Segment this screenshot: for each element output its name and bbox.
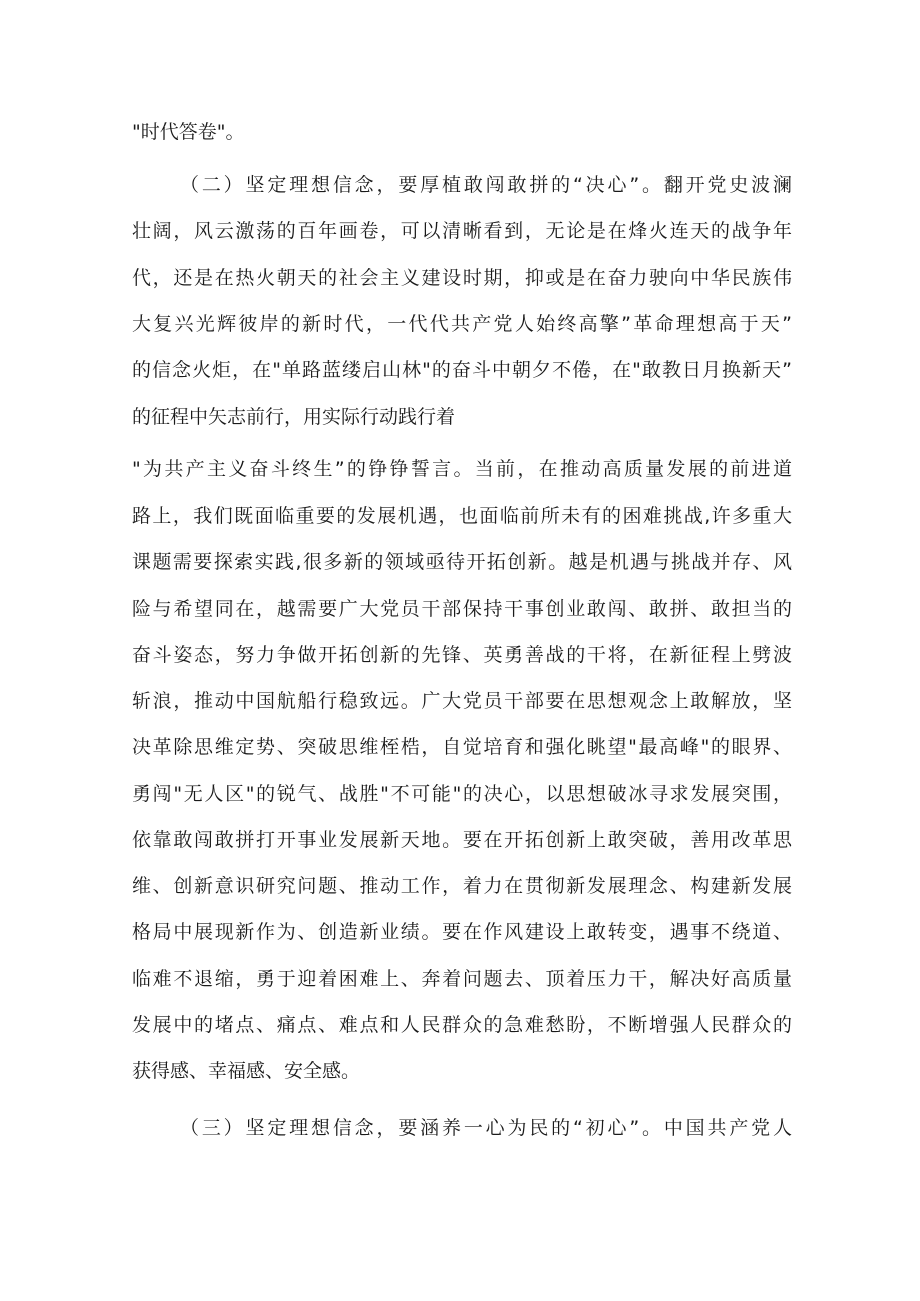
text-line-22: （三）坚定理想信念，要涵养一心为民的“初心”。中国共产党人 <box>180 1117 792 1139</box>
text-line-9: 路上，我们既面临重要的发展机遇，也面临前所未有的困难挑战,许多重大 <box>132 505 792 527</box>
text-line-14: 决革除思维定势、突破思维桎梏，自觉培育和强化眺望"最高峰"的眼界、 <box>132 736 792 758</box>
text-line-21: 获得感、幸福感、安全感。 <box>132 1060 361 1082</box>
text-line-16: 依靠敢闯敢拼打开事业发展新天地。要在开拓创新上敢突破，善用改革思 <box>132 829 792 851</box>
text-line-3: 壮阔，风云激荡的百年画卷，可以清晰看到，无论是在烽火连天的战争年 <box>132 220 792 242</box>
text-line-4: 代，还是在热火朝天的社会主义建设时期，抑或是在奋力驶向中华民族伟 <box>132 267 792 289</box>
text-line-19: 临难不退缩，勇于迎着困难上、奔着问题去、顶着压力干，解决好高质量 <box>132 968 792 990</box>
text-line-20: 发展中的堵点、痛点、难点和人民群众的急难愁盼，不断增强人民群众的 <box>132 1014 792 1036</box>
text-line-18: 格局中展现新作为、创造新业绩。要在作风建设上敢转变，遇事不绕道、 <box>132 921 792 943</box>
text-line-17: 维、创新意识研究问题、推动工作，着力在贯彻新发展理念、构建新发展 <box>132 875 792 897</box>
text-line-11: 险与希望同在，越需要广大党员干部保持干事创业敢闯、敢拼、敢担当的 <box>132 598 792 620</box>
text-line-1: "时代答卷"。 <box>132 121 245 143</box>
text-line-10: 课题需要探索实践,很多新的领域亟待开拓创新。越是机遇与挑战并存、风 <box>132 551 792 573</box>
text-line-13: 斩浪，推动中国航船行稳致远。广大党员干部要在思想观念上敢解放，坚 <box>132 690 792 712</box>
text-line-15: 勇闯"无人区"的锐气、战胜"不可能"的决心，以思想破冰寻求发展突围， <box>132 783 792 805</box>
text-line-5: 大复兴光辉彼岸的新时代，一代代共产党人始终高擎”革命理想高于天” <box>132 313 792 335</box>
text-line-2: （二）坚定理想信念，要厚植敢闯敢拼的“决心”。翻开党史波澜 <box>180 174 792 196</box>
text-line-7: 的征程中矢志前行，用实际行动践行着 <box>132 406 456 428</box>
text-line-6: 的信念火炬，在"单路蓝缕启山林"的奋斗中朝夕不倦，在"敢教日月换新天” <box>132 359 792 381</box>
text-line-12: 奋斗姿态，努力争做开拓创新的先锋、英勇善战的干将，在新征程上劈波 <box>132 644 792 666</box>
text-line-8: "为共产主义奋斗终生”的铮铮誓言。当前，在推动高质量发展的前进道 <box>132 458 792 480</box>
